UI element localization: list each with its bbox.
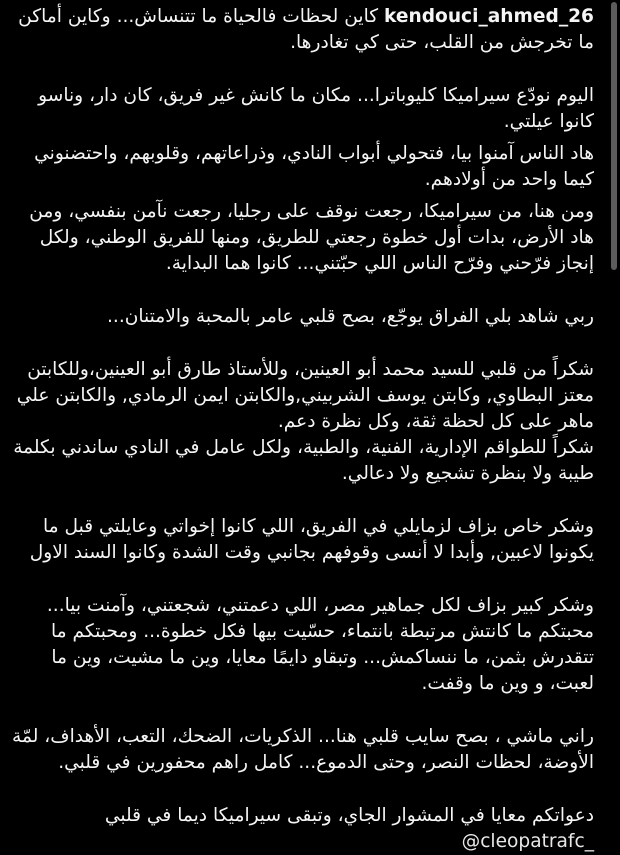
post-caption — [12, 4, 594, 855]
username-link[interactable]: kendouci_ahmed_26 — [384, 6, 594, 27]
caption-paragraph-5: ربي شاهد بلي الفراق يوجّع، بصح قلبي عامر بالمحبة والامتنان... — [107, 306, 594, 327]
paragraph-spacer — [12, 56, 594, 83]
paragraph-spacer — [12, 277, 594, 304]
paragraph-spacer — [12, 330, 594, 357]
paragraph-spacer — [12, 487, 594, 514]
caption-paragraph-3: هاد الناس آمنوا بيا، فتحولي أبواب النادي، وذراعاتهم، وقلوبهم، واحتضنوني كيما واحد من أولادهم. — [34, 143, 594, 190]
paragraph-spacer — [12, 566, 594, 593]
caption-text-1: كاين لحظات فالحياة ما تتنساش... وكاين أماكن ما تخرجش من القلب، حتى كي تغادرها. — [18, 6, 594, 53]
scrollbar-thumb[interactable] — [611, 2, 617, 270]
caption-paragraph-6: شكراً من قلبي للسيد محمد أبو العينين، وللأستاذ طارق أبو العينين،وللكابتن معتز البطاوي, وكابتن يوسف الشربيني,والكابتن ايمن الرمادي, والكابتن علي ماهر على كل لحظة ثقة، وكل نظرة دعم. — [16, 359, 594, 432]
paragraph-spacer — [12, 776, 594, 803]
caption-paragraph-11: دعواتكم معايا في المشوار الجاي، وتبقى سيراميكا ديما في قلبي — [104, 805, 594, 826]
caption-paragraph-9: وشكر كبير بزاف لكل جماهير مصر، اللي دعمتني، شجعتني، وآمنت بيا... محبتكم ما كانتش مرتبطة بانتماء، حسّيت بيها فكل خطوة... ومحبتكم ما تتقدرش بثمن، ما ننساكمش... وتبقاو دايمًا معايا، وين ما مشيت، وين ما لعبت، و وين ما وقفت. — [46, 595, 594, 694]
caption-paragraph-2: اليوم نودّع سيراميكا كليوباترا... مكان ما كانش غير فريق، كان دار، وناسو كانوا عيلتي. — [38, 85, 594, 132]
paragraph-spacer — [12, 697, 594, 724]
mention-link[interactable]: @cleopatrafc_ — [461, 831, 594, 852]
caption-paragraph-4: ومن هنا، من سيراميكا، رجعت نوقف على رجليا، رجعت نآمن بنفسي، ومن هاد الأرض، بدات أول خطوة رجعتي للطريق، ومنها للفريق الوطني، ولكل إنجاز فرّحني وفرّح الناس اللي حبّتني... كانوا هما البداية. — [29, 201, 594, 274]
caption-paragraph-1 — [12, 4, 594, 56]
caption-paragraph-10: راني ماشي ، بصح سايب قلبي هنا... الذكريات، الضحك، التعب، الأهداف، لمّة الأوضة، لحظات النصر، وحتى الدموع... كامل راهم محفورين في قلبي. — [12, 726, 594, 773]
caption-paragraph-8: وشكر خاص بزاف لزمايلي في الفريق، اللي كانوا إخواتي وعايلتي قبل ما يكونوا لاعبين, وأبدا لا أنسى وقوفهم بجانبي وقت الشدة وكانوا السند الاول — [29, 516, 594, 563]
caption-paragraph-7: شكراً للطواقم الإدارية، الفنية، والطبية، ولكل عامل في النادي ساندني بكلمة طيبة ولا بنظرة تشجيع ولا دعالي. — [13, 437, 594, 484]
